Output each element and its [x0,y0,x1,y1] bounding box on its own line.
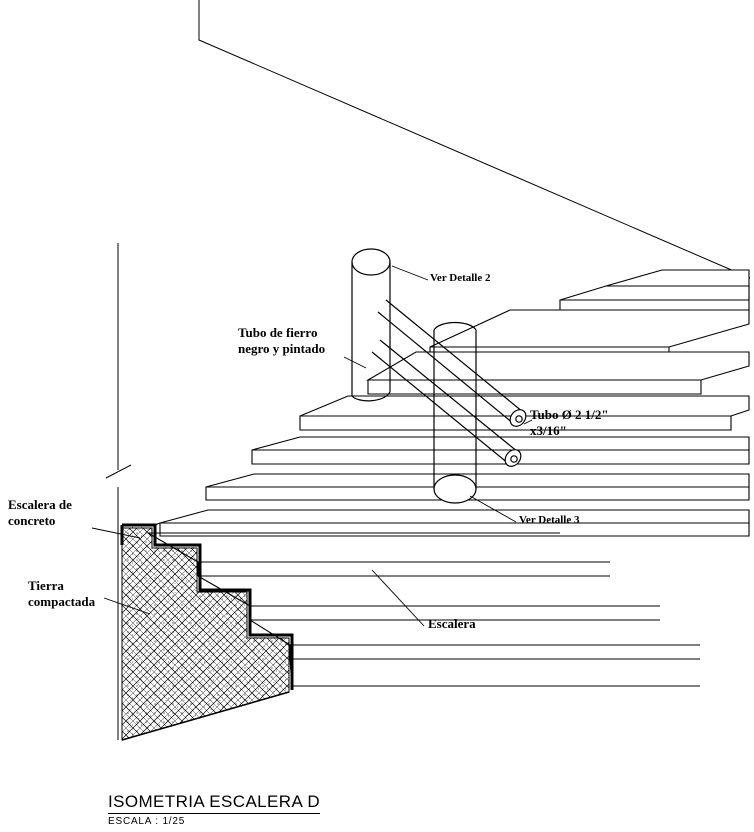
label-tierra-compactada [28,578,95,611]
label-tubo-diametro-line1: Tubo Ø 2 1/2" [530,407,609,422]
upper-guide-lines [199,0,750,278]
label-tubo-de-fierro [238,325,325,358]
label-ver-detalle-3: Ver Detalle 3 [519,514,580,526]
label-escalera: Escalera [428,616,476,631]
concrete-speckle-band [124,527,287,737]
drawing-title: ISOMETRIA ESCALERA D [108,792,320,814]
label-tierra-compactada-line1: Tierra [28,578,64,593]
drawing-scale: ESCALA : 1/25 [108,816,186,827]
label-ver-detalle-2: Ver Detalle 2 [430,272,491,284]
label-escalera-de-concreto-line1: Escalera de [8,497,72,512]
label-tubo-de-fierro-line2: negro y pintado [238,341,326,357]
label-escalera-de-concreto [8,497,72,530]
title-block [108,792,320,827]
label-tubo-de-fierro-line1: Tubo de fierro [238,325,318,340]
label-tierra-compactada-line2: compactada [28,594,96,610]
label-tubo-diametro [530,407,609,440]
label-escalera-de-concreto-line2: concreto [8,513,56,529]
label-tubo-diametro-line2: x3/16" [530,423,567,439]
